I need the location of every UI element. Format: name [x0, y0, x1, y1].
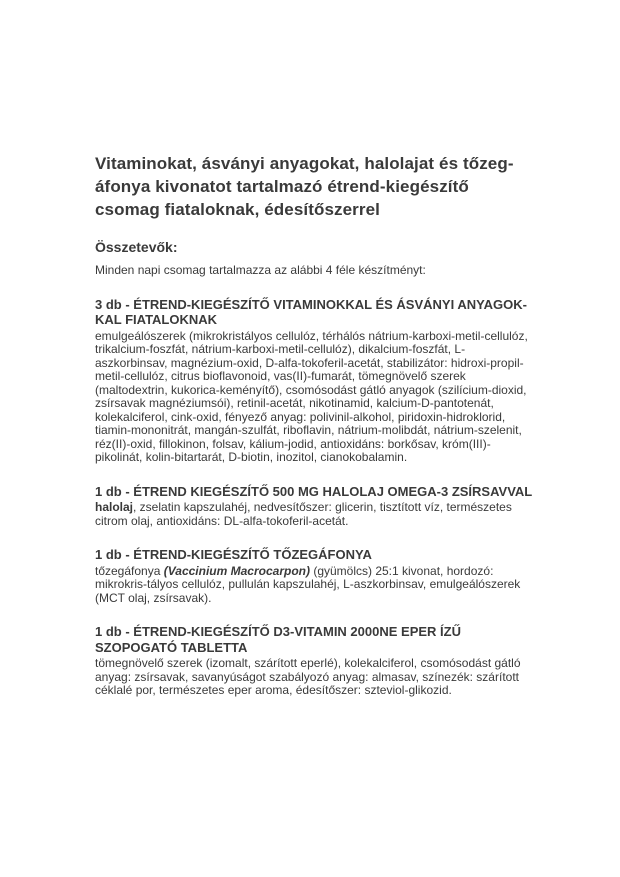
section-ingredients	[95, 330, 533, 465]
ingredient-text-segment: tömegnövelő szerek (izomalt, szárított eperlé), kolekalciferol, csomósodást gátló anyag: zsírsavak, savanyúságot szabályozó anyag: almasav, színezék: szárított céklalé por, természetes eper aroma, édesítőszer: szteviol-glikozid.	[95, 656, 521, 697]
section-ingredients	[95, 501, 533, 528]
product-sections	[95, 297, 533, 698]
product-section	[95, 297, 533, 465]
intro-text: Minden napi csomag tartalmazza az alábbi 4 féle készítményt:	[95, 263, 426, 277]
ingredient-text-segment: tőzegáfonya	[95, 563, 164, 578]
section-heading: 3 db - ÉTREND-KIEGÉSZÍTŐ VITAMINOKKAL ÉS ÁSVÁNYI ANYAGOK-KAL FIATALOKNAK	[95, 296, 527, 327]
ingredient-text-segment: (gyümölcs) 25:1 kivonat, hordozó: mikrokris-tályos cellulóz, pullulán kapszulahéj, L-aszkorbinsav, emulgeálószerek (MCT olaj, zsírsavak).	[95, 563, 521, 605]
page-title: Vitaminokat, ásványi anyagokat, halolajat és tőzeg-áfonya kivonatot tartalmazó étrend-kiegészítő csomag fiataloknak, édesítőszerrel	[95, 154, 514, 219]
section-heading: 1 db - ÉTREND KIEGÉSZÍTŐ 500 MG HALOLAJ OMEGA-3 ZSÍRSAVVAL	[95, 483, 533, 499]
ingredient-text-segment: halolaj	[95, 500, 134, 514]
section-heading: 1 db - ÉTREND-KIEGÉSZÍTŐ D3-VITAMIN 2000NE EPER ÍZŰ SZOPOGATÓ TABLETTA	[95, 624, 461, 655]
ingredient-text-segment: , zselatin kapszulahéj, nedvesítőszer: glicerin, tisztított víz, természetes citrom olaj, antioxidáns: DL-alfa-tokoferil-acetát.	[95, 500, 512, 528]
product-section	[95, 547, 533, 605]
product-section	[95, 624, 533, 698]
document-content	[95, 152, 533, 698]
section-ingredients	[95, 565, 533, 606]
ingredient-text-segment: (Vaccinium Macrocarpon)	[163, 563, 310, 578]
ingredient-text-segment: emulgeálószerek (mikrokristályos cellulóz, térhálós nátrium-karboxi-metil-cellulóz, trikalcium-foszfát, nátrium-karboxi-metil-cellulóz), dikalcium-foszfát, L-aszkorbinsav, magnézium-oxid, D-alfa-tokoferil-acetát, stabilizátor: hidroxi-propil-metil-cellulóz, citrus bioflavonoid, vas(II)-fumarát, tömegnövelő szerek (maltodextrin, kukorica-keményítő), csomósodást gátló anyagok (szilícium-dioxid, zsírsavak magnéziumsói), retinil-acetát, nikotinamid, kalcium-D-pantotenát, kolekalciferol, cink-oxid, fényező anyag: polivinil-alkohol, piridoxin-hidroklorid, tiamin-mononitrát, mangán-szulfát, riboflavin, nátrium-molibdát, nátrium-szelenit, réz(II)-oxid, fillokinon, folsav, kálium-jodid, antioxidáns: borkősav, króm(III)-pikolinát, kolin-bitartarát, D-biotin, inozitol, cianokobalamin.	[95, 328, 528, 464]
section-heading: 1 db - ÉTREND-KIEGÉSZÍTŐ TŐZEGÁFONYA	[95, 547, 372, 562]
ingredients-heading: Összetevők:	[95, 239, 178, 255]
product-section	[95, 484, 533, 529]
section-ingredients	[95, 657, 533, 698]
